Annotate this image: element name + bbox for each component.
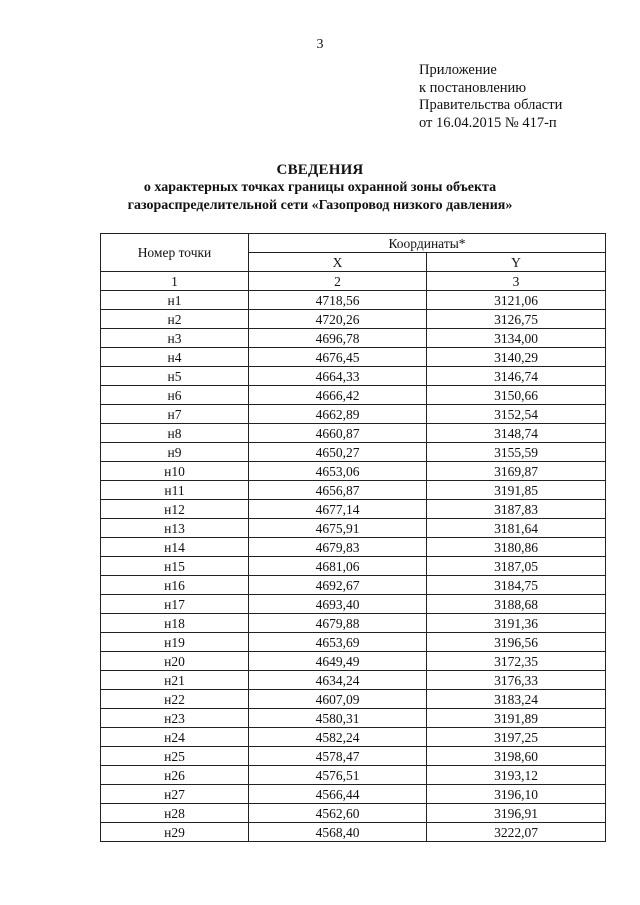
point-number-cell: н1 — [101, 291, 249, 310]
y-coordinate-cell: 3184,75 — [427, 576, 606, 595]
x-coordinate-cell: 4582,24 — [249, 728, 427, 747]
x-coordinate-cell: 4653,06 — [249, 462, 427, 481]
column-number-1: 1 — [101, 272, 249, 291]
point-number-cell: н21 — [101, 671, 249, 690]
x-coordinate-cell: 4566,44 — [249, 785, 427, 804]
x-coordinate-cell: 4664,33 — [249, 367, 427, 386]
y-coordinate-cell: 3183,24 — [427, 690, 606, 709]
y-coordinate-cell: 3126,75 — [427, 310, 606, 329]
point-number-cell: н16 — [101, 576, 249, 595]
y-coordinate-cell: 3196,91 — [427, 804, 606, 823]
document-title — [0, 161, 640, 215]
table-row — [101, 291, 606, 310]
x-coordinate-cell: 4693,40 — [249, 595, 427, 614]
x-coordinate-cell: 4580,31 — [249, 709, 427, 728]
y-coordinate-cell: 3188,68 — [427, 595, 606, 614]
x-coordinate-cell: 4720,26 — [249, 310, 427, 329]
table-row — [101, 576, 606, 595]
y-coordinate-cell: 3191,89 — [427, 709, 606, 728]
y-coordinate-cell: 3180,86 — [427, 538, 606, 557]
appendix-line-2: к постановлению — [419, 79, 527, 96]
point-number-cell: н5 — [101, 367, 249, 386]
table-row — [101, 766, 606, 785]
point-number-cell: н15 — [101, 557, 249, 576]
table-row — [101, 386, 606, 405]
y-coordinate-cell: 3193,12 — [427, 766, 606, 785]
x-coordinate-cell: 4562,60 — [249, 804, 427, 823]
appendix-line-3: Правительства области — [419, 97, 563, 113]
title-main: СВЕДЕНИЯ — [276, 162, 364, 178]
x-coordinate-cell: 4679,88 — [249, 614, 427, 633]
y-coordinate-cell: 3191,36 — [427, 614, 606, 633]
x-coordinate-cell: 4679,83 — [249, 538, 427, 557]
point-number-cell: н10 — [101, 462, 249, 481]
x-coordinate-cell: 4634,24 — [249, 671, 427, 690]
point-number-cell: н27 — [101, 785, 249, 804]
table-row — [101, 519, 606, 538]
point-number-cell: н23 — [101, 709, 249, 728]
table-row — [101, 671, 606, 690]
x-coordinate-cell: 4662,89 — [249, 405, 427, 424]
y-coordinate-cell: 3191,85 — [427, 481, 606, 500]
table-row — [101, 500, 606, 519]
y-coordinate-cell: 3148,74 — [427, 424, 606, 443]
table-row — [101, 538, 606, 557]
point-number-cell: н6 — [101, 386, 249, 405]
y-coordinate-cell: 3187,05 — [427, 557, 606, 576]
point-number-cell: н9 — [101, 443, 249, 462]
x-coordinate-cell: 4675,91 — [249, 519, 427, 538]
point-number-cell: н3 — [101, 329, 249, 348]
table-row — [101, 367, 606, 386]
x-coordinate-cell: 4576,51 — [249, 766, 427, 785]
y-coordinate-cell: 3187,83 — [427, 500, 606, 519]
table-row — [101, 329, 606, 348]
point-number-cell: н20 — [101, 652, 249, 671]
y-coordinate-cell: 3222,07 — [427, 823, 606, 842]
header-x: X — [249, 253, 427, 272]
table-row — [101, 310, 606, 329]
point-number-cell: н29 — [101, 823, 249, 842]
y-coordinate-cell: 3140,29 — [427, 348, 606, 367]
table-row — [101, 424, 606, 443]
coordinates-table — [100, 233, 606, 842]
x-coordinate-cell: 4718,56 — [249, 291, 427, 310]
y-coordinate-cell: 3169,87 — [427, 462, 606, 481]
header-point-number: Номер точки — [101, 234, 249, 272]
y-coordinate-cell: 3197,25 — [427, 728, 606, 747]
table-row — [101, 804, 606, 823]
y-coordinate-cell: 3181,64 — [427, 519, 606, 538]
x-coordinate-cell: 4660,87 — [249, 424, 427, 443]
point-number-cell: н4 — [101, 348, 249, 367]
page-number: 3 — [316, 37, 324, 52]
x-coordinate-cell: 4578,47 — [249, 747, 427, 766]
x-coordinate-cell: 4568,40 — [249, 823, 427, 842]
y-coordinate-cell: 3196,10 — [427, 785, 606, 804]
appendix-line-1: Приложение — [419, 62, 497, 78]
table-row — [101, 481, 606, 500]
header-coordinates: Координаты* — [249, 234, 606, 253]
x-coordinate-cell: 4692,67 — [249, 576, 427, 595]
y-coordinate-cell: 3134,00 — [427, 329, 606, 348]
table-row — [101, 747, 606, 766]
x-coordinate-cell: 4653,69 — [249, 633, 427, 652]
point-number-cell: н13 — [101, 519, 249, 538]
appendix-block — [419, 62, 562, 132]
point-number-cell: н17 — [101, 595, 249, 614]
table-row — [101, 557, 606, 576]
point-number-cell: н8 — [101, 424, 249, 443]
y-coordinate-cell: 3146,74 — [427, 367, 606, 386]
column-numbers-row — [101, 272, 606, 291]
column-number-3: 3 — [427, 272, 606, 291]
table-row — [101, 690, 606, 709]
point-number-cell: н19 — [101, 633, 249, 652]
y-coordinate-cell: 3196,56 — [427, 633, 606, 652]
x-coordinate-cell: 4607,09 — [249, 690, 427, 709]
title-line-1: о характерных точках границы охранной зоны объекта — [143, 180, 497, 195]
table-row — [101, 652, 606, 671]
table-row — [101, 348, 606, 367]
table-row — [101, 462, 606, 481]
point-number-cell: н2 — [101, 310, 249, 329]
table-row — [101, 405, 606, 424]
x-coordinate-cell: 4681,06 — [249, 557, 427, 576]
column-number-2: 2 — [249, 272, 427, 291]
point-number-cell: н12 — [101, 500, 249, 519]
header-y: Y — [427, 253, 606, 272]
table-row — [101, 443, 606, 462]
point-number-cell: н22 — [101, 690, 249, 709]
y-coordinate-cell: 3155,59 — [427, 443, 606, 462]
y-coordinate-cell: 3150,66 — [427, 386, 606, 405]
point-number-cell: н25 — [101, 747, 249, 766]
appendix-line-4: от 16.04.2015 № 417-п — [419, 114, 557, 131]
table-row — [101, 633, 606, 652]
point-number-cell: н18 — [101, 614, 249, 633]
table-row — [101, 785, 606, 804]
y-coordinate-cell: 3172,35 — [427, 652, 606, 671]
x-coordinate-cell: 4650,27 — [249, 443, 427, 462]
point-number-cell: н14 — [101, 538, 249, 557]
y-coordinate-cell: 3121,06 — [427, 291, 606, 310]
y-coordinate-cell: 3152,54 — [427, 405, 606, 424]
title-line-2: газораспределительной сети «Газопровод низкого давления» — [127, 198, 513, 213]
x-coordinate-cell: 4656,87 — [249, 481, 427, 500]
point-number-cell: н28 — [101, 804, 249, 823]
point-number-cell: н11 — [101, 481, 249, 500]
table-header-row — [101, 234, 606, 253]
table-row — [101, 595, 606, 614]
x-coordinate-cell: 4676,45 — [249, 348, 427, 367]
x-coordinate-cell: 4696,78 — [249, 329, 427, 348]
point-number-cell: н7 — [101, 405, 249, 424]
table-row — [101, 823, 606, 842]
point-number-cell: н24 — [101, 728, 249, 747]
point-number-cell: н26 — [101, 766, 249, 785]
table-row — [101, 614, 606, 633]
table-row — [101, 709, 606, 728]
x-coordinate-cell: 4666,42 — [249, 386, 427, 405]
x-coordinate-cell: 4677,14 — [249, 500, 427, 519]
y-coordinate-cell: 3198,60 — [427, 747, 606, 766]
table-body — [101, 291, 606, 842]
y-coordinate-cell: 3176,33 — [427, 671, 606, 690]
table-row — [101, 728, 606, 747]
x-coordinate-cell: 4649,49 — [249, 652, 427, 671]
